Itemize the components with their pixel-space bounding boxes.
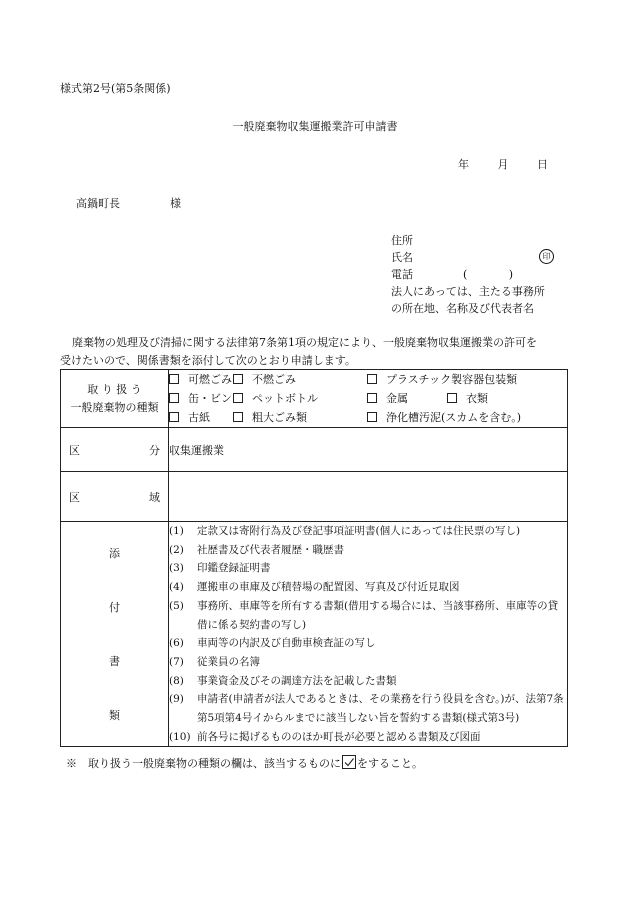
- waste-type-row: [61, 370, 568, 428]
- area-row: [61, 472, 568, 522]
- checkbox[interactable]: [169, 412, 179, 422]
- waste-option[interactable]: 古紙: [169, 408, 233, 427]
- checkmark-box-icon: [342, 755, 356, 769]
- waste-option[interactable]: 不燃ごみ: [233, 370, 367, 389]
- attachment-item: (4) 運搬車の車庫及び積替場の配置図、写真及び付近見取図: [169, 581, 460, 594]
- footnote: ※ 取り扱う一般廃棄物の種類の欄は、該当するものに をすること。: [66, 757, 423, 770]
- category-row: [61, 428, 568, 472]
- waste-option[interactable]: 缶・ビン: [169, 389, 233, 408]
- recipient: [76, 195, 181, 211]
- date-line: [458, 156, 548, 172]
- attachment-item: (6) 車両等の内訳及び自動車検査証の写し: [169, 637, 376, 650]
- waste-option[interactable]: 浄化槽汚泥(スカムを含む。): [367, 408, 521, 427]
- attachments-row: [61, 522, 568, 747]
- intro-paragraph: [60, 334, 572, 370]
- intro-line-2: 受けたいので、関係書類を添付して次のとおり申請します。: [60, 354, 356, 367]
- date-year: 年: [458, 158, 469, 171]
- name-row: [391, 249, 551, 266]
- address-row: [391, 232, 545, 249]
- attachment-item: (8) 事業資金及びその調達方法を記載した書類: [169, 674, 397, 687]
- attachment-item: (2) 社歴書及び代表者履歴・職歴書: [169, 543, 344, 556]
- waste-option[interactable]: プラスチック製容器包装類: [367, 370, 517, 389]
- form-number: 様式第2号(第5条関係): [60, 82, 171, 95]
- waste-option[interactable]: 衣類: [447, 389, 488, 408]
- checkbox[interactable]: [169, 393, 179, 403]
- phone-row: [391, 266, 545, 283]
- intro-line-1: 廃棄物の処理及び清掃に関する法律第7条第1項の規定により、一般廃棄物収集運搬業の許可を: [72, 336, 537, 349]
- seal-mark: 印: [539, 249, 554, 264]
- attachment-item: (1) 定款又は寄附行為及び登記事項証明書(個人にあっては住民票の写し): [169, 525, 521, 537]
- attachment-item: (9) 申請者(申請者が法人であるときは、その業務を行う役員を含む。)が、法第7条第5項第4号イからルまでに該当しない旨を誓約する書類(様式第3号): [169, 693, 564, 725]
- attachment-item: (5) 事務所、車庫等を所有する書類(借用する場合には、当該事務所、車庫等の貸借に係る契約書の写し): [169, 599, 559, 631]
- application-table: [60, 369, 568, 747]
- attachments-label: 添 付 書 類: [61, 522, 169, 747]
- applicant-block: [391, 232, 551, 317]
- phone-area-code: ( ): [463, 268, 513, 281]
- name-label: 氏名: [391, 251, 413, 264]
- attachment-item: (3) 印鑑登録証明書: [169, 562, 271, 575]
- area-value-field[interactable]: [169, 472, 568, 522]
- checkbox[interactable]: [169, 374, 179, 384]
- checkbox[interactable]: [233, 412, 243, 422]
- waste-type-options: [169, 370, 568, 428]
- category-label: 区 分: [61, 428, 169, 472]
- attachments-list: [169, 522, 568, 747]
- recipient-honorific: 様: [170, 197, 181, 210]
- attachment-item: (7) 従業員の名簿: [169, 655, 260, 668]
- checkbox[interactable]: [447, 393, 457, 403]
- waste-option[interactable]: ペットボトル: [233, 389, 367, 408]
- phone-label: 電話: [391, 268, 413, 281]
- waste-type-label: 取 り 扱 う 一般廃棄物の種類: [61, 370, 169, 428]
- checkbox[interactable]: [367, 412, 377, 422]
- date-day: 日: [537, 158, 548, 171]
- checkbox[interactable]: [367, 393, 377, 403]
- attachment-item: (10) 前各号に掲げるもののほか町長が必要と認める書類及び図面: [169, 730, 481, 743]
- waste-option[interactable]: 粗大ごみ類: [233, 408, 367, 427]
- area-label: 区 域: [61, 472, 169, 522]
- waste-option[interactable]: 可燃ごみ: [169, 370, 233, 389]
- checkbox[interactable]: [367, 374, 377, 384]
- checkbox[interactable]: [233, 393, 243, 403]
- date-month: 月: [497, 158, 509, 171]
- waste-option[interactable]: 金属: [367, 389, 447, 408]
- checkbox[interactable]: [233, 374, 243, 384]
- category-value: 収集運搬業: [169, 428, 568, 472]
- corporate-note-1: 法人にあっては、主たる事務所: [391, 285, 545, 298]
- address-label: 住所: [391, 234, 413, 247]
- document-title: 一般廃棄物収集運搬業許可申請書: [232, 120, 398, 133]
- recipient-name: 高鍋町長: [76, 197, 120, 210]
- corporate-note-2: の所在地、名称及び代表者名: [391, 302, 534, 315]
